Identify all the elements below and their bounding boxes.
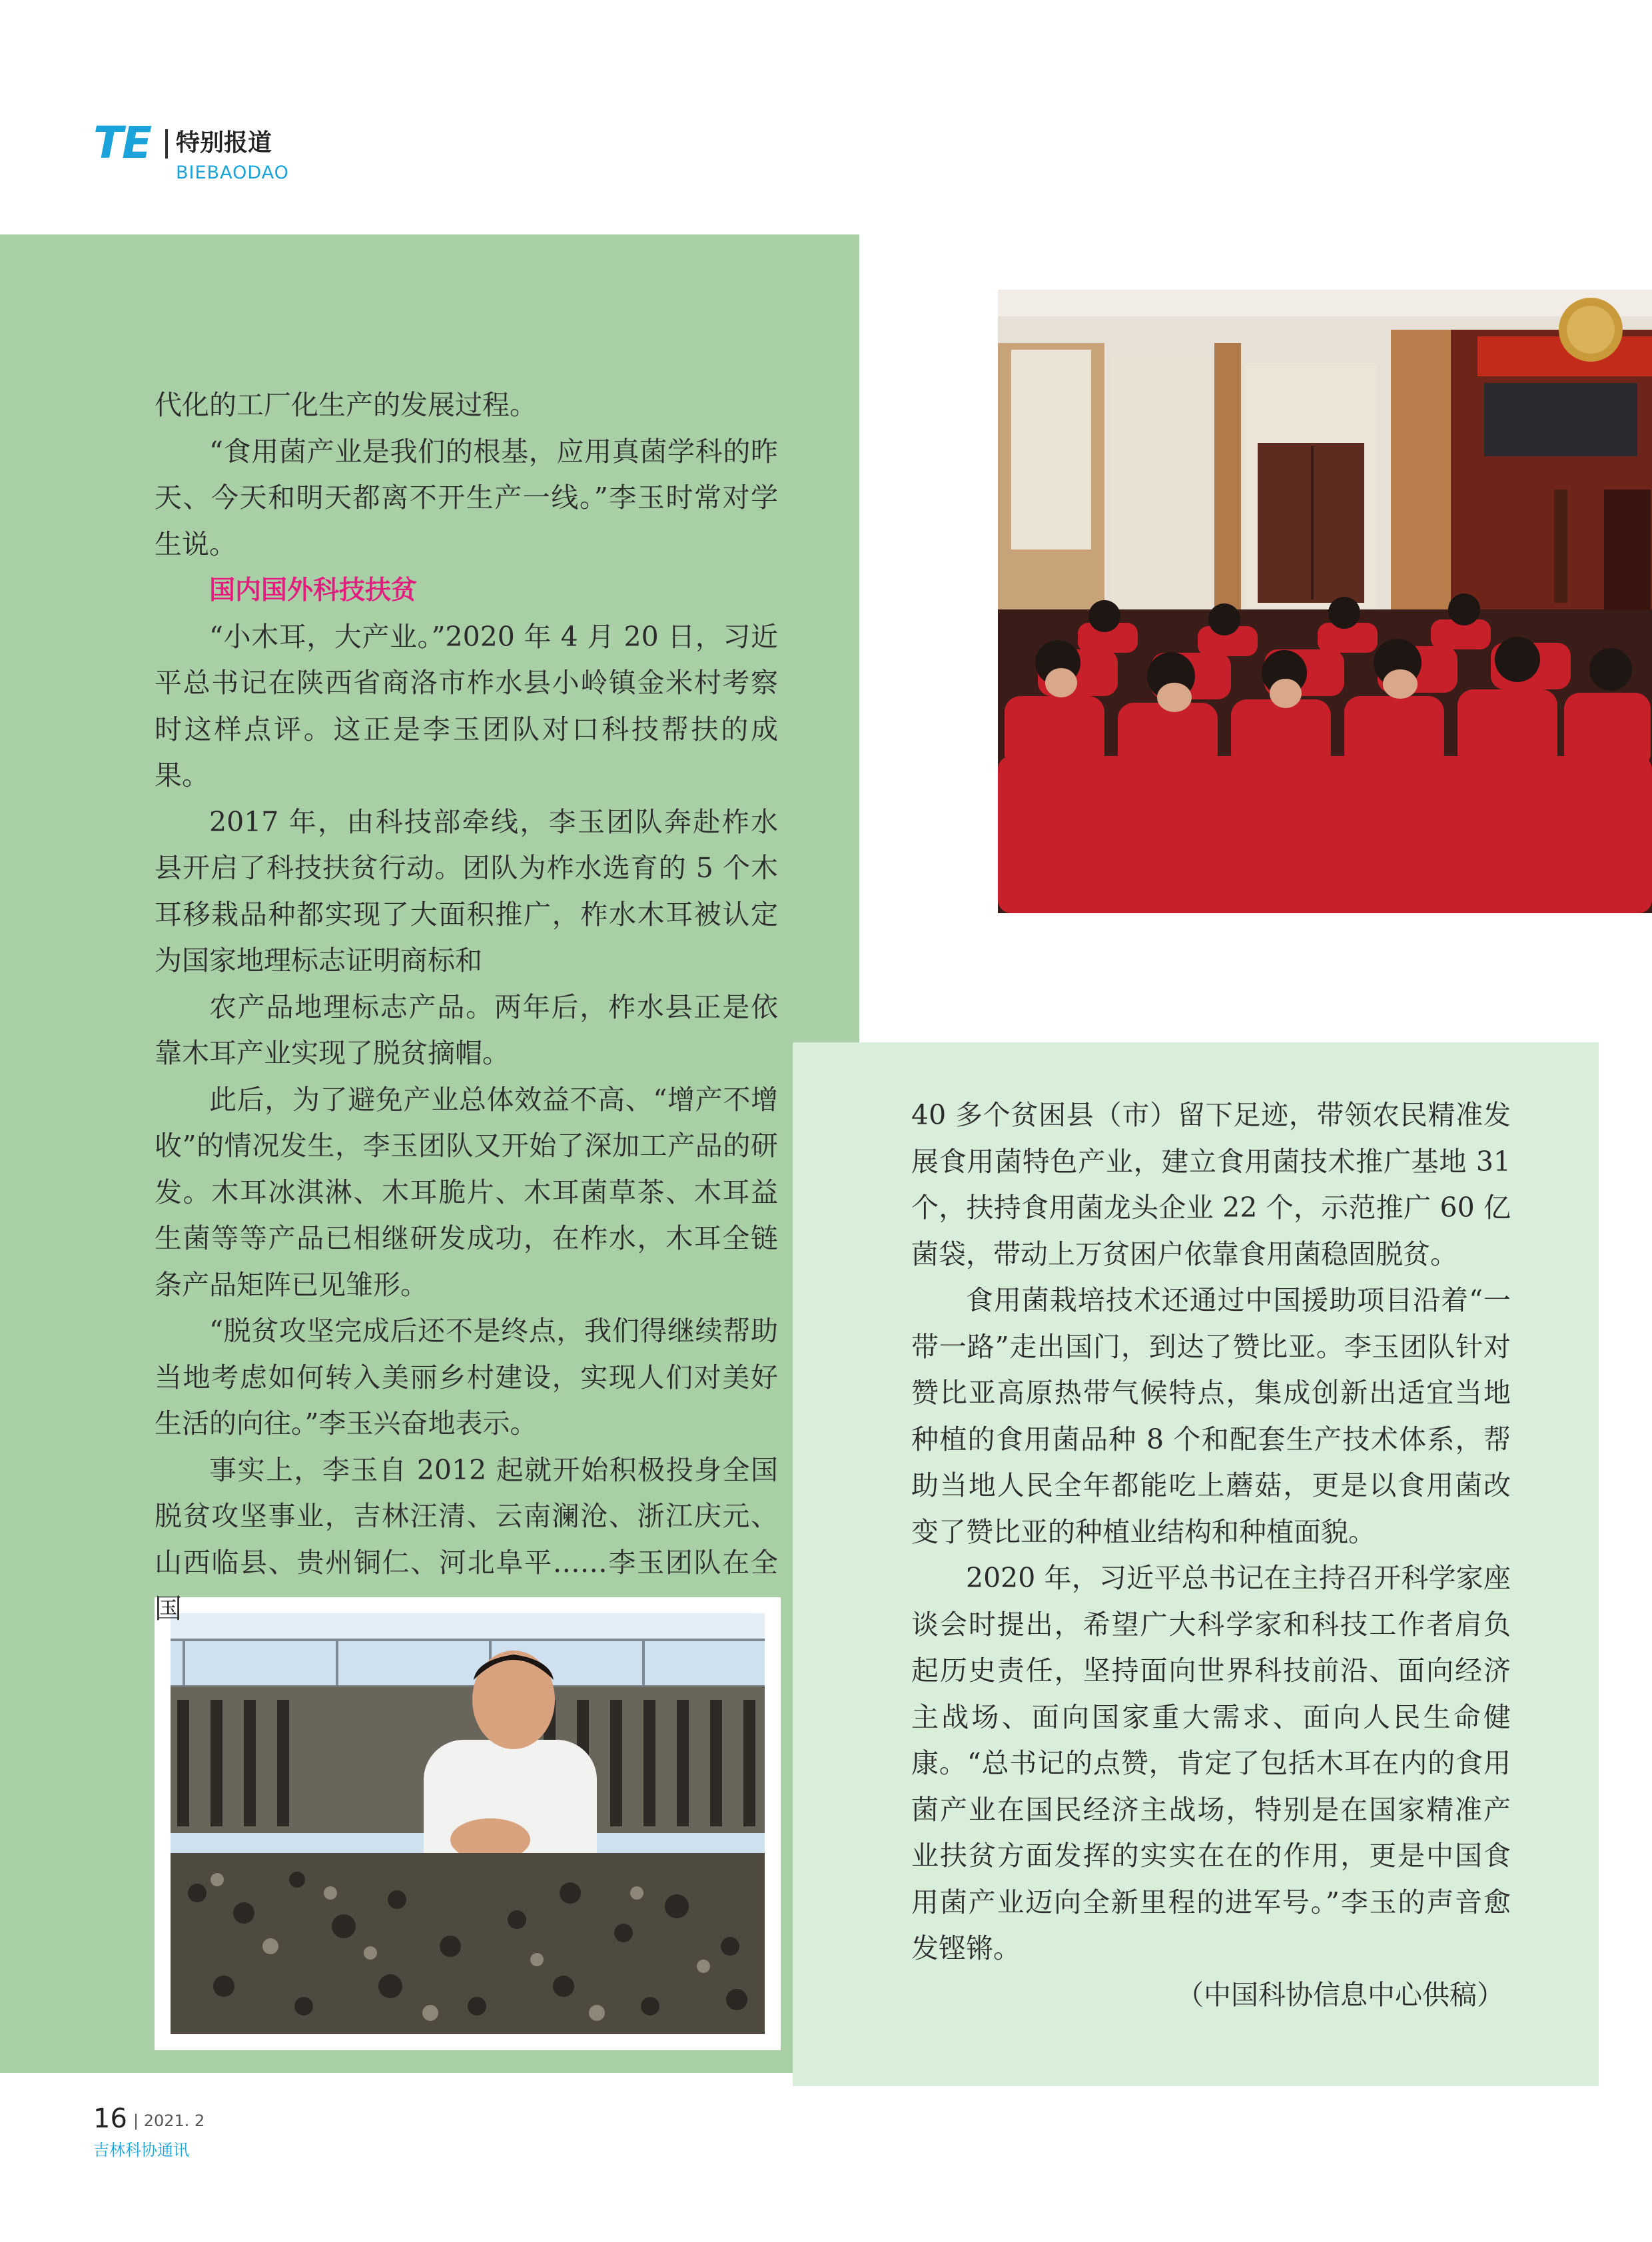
paragraph: 事实上，李玉自 2012 起就开始积极投身全国脱贫攻坚事业，吉林汪清、云南澜沧、浙江庆元、山西临县、贵州铜仁、河北阜平……李玉团队在全国 — [155, 1453, 778, 1625]
paragraph: 食用菌栽培技术还通过中国援助项目沿着“一带一路”走出国门，到达了赞比亚。李玉团队针对赞比亚高原热带气候特点，集成创新出适宜当地种植的食用菌品种 8 个和配套生产技术体系，帮助当地人民全年都能吃上蘑菇，更是以食用菌改变了赞比亚的种植业结构和种植面貌。 — [911, 1284, 1511, 1548]
source-credit: （中国科协信息中心供稿） — [1176, 1978, 1504, 2011]
section-title: 特别报道 — [176, 129, 272, 157]
auditorium-photo — [998, 290, 1652, 913]
subheading: 国内国外科技扶贫 — [209, 575, 418, 605]
paragraph: 农产品地理标志产品。两年后，柞水县正是依靠木耳产业实现了脱贫摘帽。 — [155, 990, 778, 1069]
scientist-illustration — [171, 1613, 765, 2034]
paragraph: 2020 年，习近平总书记在主持召开科学家座谈会时提出，希望广大科学家和科技工作者肩负起历史责任，坚持面向世界科技前沿、面向经济主战场、面向国家重大需求、面向人民生命健康。“总书记的点赞，肯定了包括木耳在内的食用菌产业在国民经济主战场，特别是在国家精准产业扶贫方面发挥的实实在在的作用，更是中国食用菌产业迈向全新里程的进军号。”李玉的声音愈发铿锵。 — [911, 1562, 1511, 1964]
magazine-logo: TE — [93, 117, 151, 169]
paragraph: “小木耳，大产业。”2020 年 4 月 20 日，习近平总书记在陕西省商洛市柞水县小岭镇金米村考察时这样点评。这正是李玉团队对口科技帮扶的成果。 — [155, 620, 778, 791]
paragraph: 2017 年，由科技部牵线，李玉团队奔赴柞水县开启了科技扶贫行动。团队为柞水选育的 5 个木耳移栽品种都实现了大面积推广，柞水木耳被认定为国家地理标志证明商标和 — [155, 805, 778, 976]
paragraph: “脱贫攻坚完成后还不是终点，我们得继续帮助当地考虑如何转入美丽乡村建设，实现人们对美好生活的向往。”李玉兴奋地表示。 — [155, 1315, 778, 1439]
paragraph: “食用菌产业是我们的根基，应用真菌学科的昨天、今天和明天都离不开生产一线。”李玉时常对学生说。 — [155, 435, 778, 560]
auditorium-illustration — [998, 290, 1652, 913]
paragraph: 40 多个贫困县（市）留下足迹，带领农民精准发展食用菌特色产业，建立食用菌技术推广基地 31 个，扶持食用菌龙头企业 22 个，示范推广 60 亿菌袋，带动上万贫困户依靠食用菌稳固脱贫。 — [911, 1099, 1511, 1270]
header-divider — [165, 129, 168, 159]
section-subtitle: BIEBAODAO — [176, 163, 289, 183]
magazine-name: 吉林科协通讯 — [93, 2141, 189, 2159]
page-number: 16 — [93, 2103, 127, 2134]
scientist-fungus-photo — [171, 1613, 765, 2034]
right-text-column — [911, 1092, 1511, 2018]
paragraph: 此后，为了避免产业总体效益不高、“增产不增收”的情况发生，李玉团队又开始了深加工产品的研发。木耳冰淇淋、木耳脆片、木耳菌草茶、木耳益生菌等等产品已相继研发成功，在柞水，木耳全链条产品矩阵已见雏形。 — [155, 1083, 778, 1301]
paragraph: 代化的工厂化生产的发展过程。 — [155, 389, 537, 421]
left-text-column — [155, 382, 778, 1633]
issue-date: | 2021. 2 — [133, 2111, 205, 2130]
